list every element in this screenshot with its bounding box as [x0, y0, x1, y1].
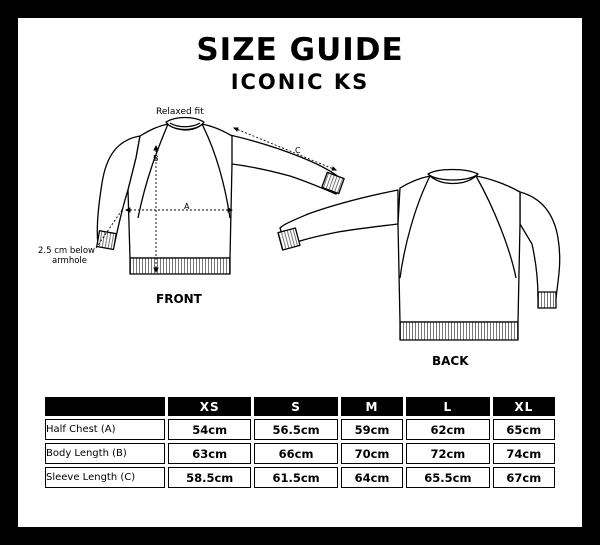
- size-col-s: S: [254, 397, 337, 416]
- table-row: [45, 467, 555, 488]
- size-guide-frame: [18, 18, 582, 527]
- size-col-xs: XS: [168, 397, 251, 416]
- measure-b-label: B: [153, 154, 159, 163]
- size-col-xl: XL: [493, 397, 555, 416]
- table-cell: 65.5cm: [406, 467, 489, 488]
- table-row: [45, 419, 555, 440]
- table-corner: [45, 397, 165, 416]
- table-cell: 56.5cm: [254, 419, 337, 440]
- garment-diagram: [18, 18, 582, 378]
- back-sweater-illustration: [278, 170, 560, 341]
- row-label-sleeve-length: Sleeve Length (C): [45, 467, 165, 488]
- table-cell: 64cm: [341, 467, 403, 488]
- table-cell: 65cm: [493, 419, 555, 440]
- size-table: [42, 394, 558, 491]
- row-label-body-length: Body Length (B): [45, 443, 165, 464]
- armhole-note: [38, 246, 108, 266]
- size-col-m: M: [341, 397, 403, 416]
- relaxed-fit-label: Relaxed fit: [156, 107, 204, 117]
- table-row: [45, 443, 555, 464]
- table-cell: 58.5cm: [168, 467, 251, 488]
- size-header-row: [45, 397, 555, 416]
- page-title: SIZE GUIDE: [196, 32, 404, 68]
- armhole-note-line2: armhole: [52, 256, 88, 266]
- table-cell: 72cm: [406, 443, 489, 464]
- front-sweater-illustration: [97, 118, 344, 275]
- armhole-note-line1: 2.5 cm below: [38, 246, 96, 256]
- table-cell: 66cm: [254, 443, 337, 464]
- size-col-l: L: [406, 397, 489, 416]
- product-name: ICONIC KS: [230, 70, 370, 94]
- table-cell: 54cm: [168, 419, 251, 440]
- table-cell: 63cm: [168, 443, 251, 464]
- table-cell: 70cm: [341, 443, 403, 464]
- front-label: FRONT: [156, 292, 202, 306]
- measure-a-label: A: [184, 202, 190, 211]
- measure-c-label: C: [295, 146, 301, 155]
- table-cell: 67cm: [493, 467, 555, 488]
- back-label: BACK: [432, 354, 469, 368]
- row-label-half-chest: Half Chest (A): [45, 419, 165, 440]
- table-cell: 62cm: [406, 419, 489, 440]
- table-cell: 74cm: [493, 443, 555, 464]
- table-cell: 59cm: [341, 419, 403, 440]
- table-cell: 61.5cm: [254, 467, 337, 488]
